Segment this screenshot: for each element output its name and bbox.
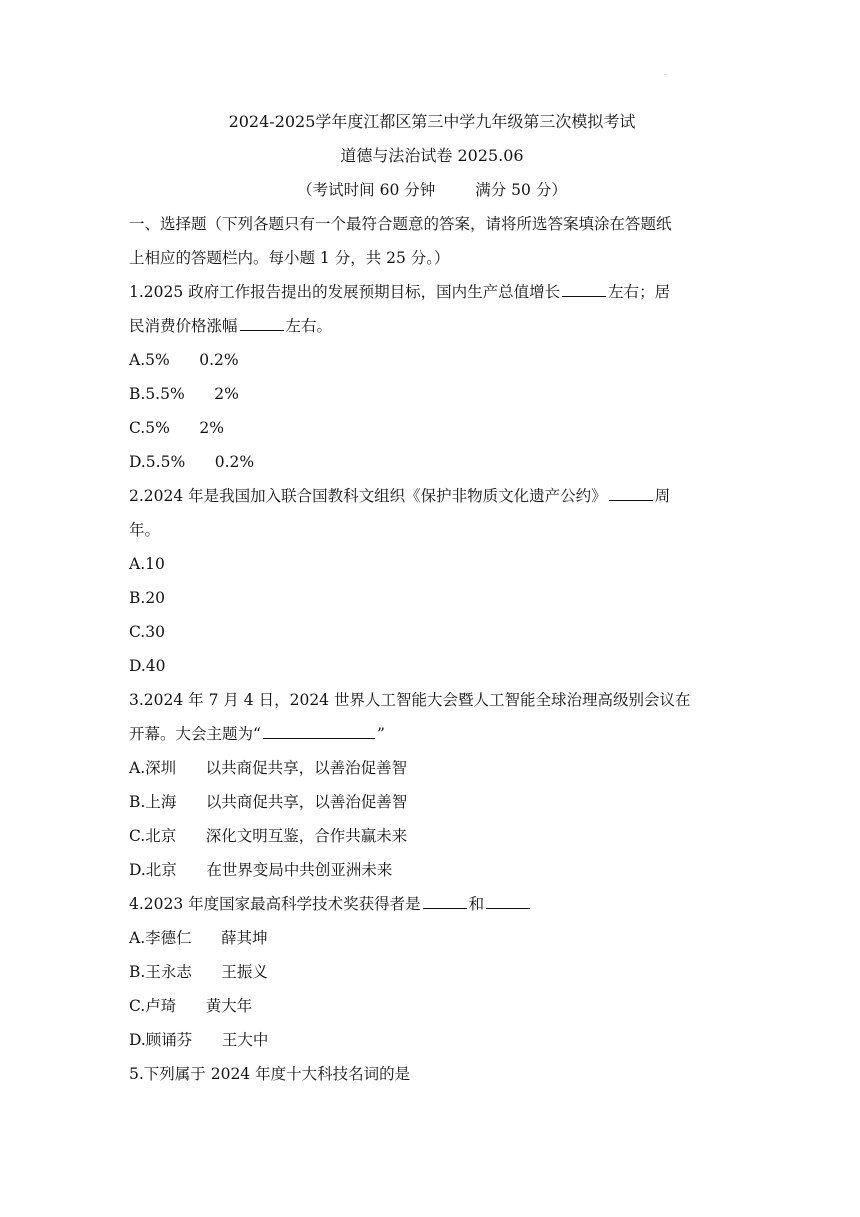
question-3-stem-line2: 开幕。大会主题为“ ”: [129, 717, 735, 751]
option-a: A.10: [129, 555, 165, 573]
answer-blank: [263, 721, 375, 739]
question-5-stem: 5.下列属于 2024 年度十大科技名词的是: [129, 1065, 411, 1083]
section-heading-line2: 上相应的答题栏内。每小题 1 分，共 25 分。）: [129, 249, 450, 267]
question-4: [129, 887, 735, 1057]
option-c: C.30: [129, 623, 165, 641]
question-3-stem-line1: 3.2024 年 7 月 4 日，2024 世界人工智能大会暨人工智能全球治理高级别会议在: [129, 691, 691, 709]
answer-blank: [240, 313, 284, 331]
option-c: C.北京 深化文明互鉴，合作共赢未来: [129, 827, 408, 845]
question-1-stem-line2: 民消费价格涨幅 左右。: [129, 309, 735, 343]
option-a: A.深圳 以共商促共享，以善治促善智: [129, 759, 408, 777]
option-d: D.顾诵芬 王大中: [129, 1031, 269, 1049]
exam-info: [129, 173, 735, 207]
question-1: [129, 275, 735, 479]
answer-blank: [486, 891, 530, 909]
option-b: B.上海 以共商促共享，以善治促善智: [129, 793, 408, 811]
option-b: B.王永志 王振义: [129, 963, 268, 981]
question-4-stem: 4.2023 年度国家最高科学技术奖获得者是 和: [129, 887, 735, 921]
option-c: C.卢琦 黄大年: [129, 997, 253, 1015]
option-b: B.20: [129, 589, 166, 607]
full-score: 满分 50 分）: [475, 181, 567, 199]
answer-blank: [423, 891, 467, 909]
exam-subtitle: 道德与法治试卷 2025.06: [340, 146, 524, 165]
option-c: C.5% 2%: [129, 419, 224, 437]
answer-blank: [609, 483, 653, 501]
question-5: [129, 1057, 735, 1091]
question-1-stem-line1: 1.2025 政府工作报告提出的发展预期目标，国内生产总值增长 左右；居: [129, 275, 735, 309]
answer-blank: [562, 279, 606, 297]
exam-title: 2024-2025学年度江都区第三中学九年级第三次模拟考试: [228, 112, 636, 131]
option-d: D.40: [129, 657, 166, 675]
question-2: [129, 479, 735, 683]
option-b: B.5.5% 2%: [129, 385, 239, 403]
question-3: [129, 683, 735, 887]
exam-time: （考试时间 60 分钟: [297, 181, 436, 199]
option-a: A.5% 0.2%: [129, 351, 239, 369]
option-d: D.北京 在世界变局中共创亚洲未来: [129, 861, 393, 879]
section-heading-line1: 一、选择题（下列各题只有一个最符合题意的答案，请将所选答案填涂在答题纸: [129, 215, 672, 233]
option-d: D.5.5% 0.2%: [129, 453, 255, 471]
option-a: A.李德仁 薛其坤: [129, 929, 268, 947]
scan-artifact-dot: [664, 74, 667, 75]
question-2-stem-line1: 2.2024 年是我国加入联合国教科文组织《保护非物质文化遗产公约》 周: [129, 479, 735, 513]
question-2-stem-line2: 年。: [129, 521, 161, 539]
document-body: [129, 105, 735, 1091]
